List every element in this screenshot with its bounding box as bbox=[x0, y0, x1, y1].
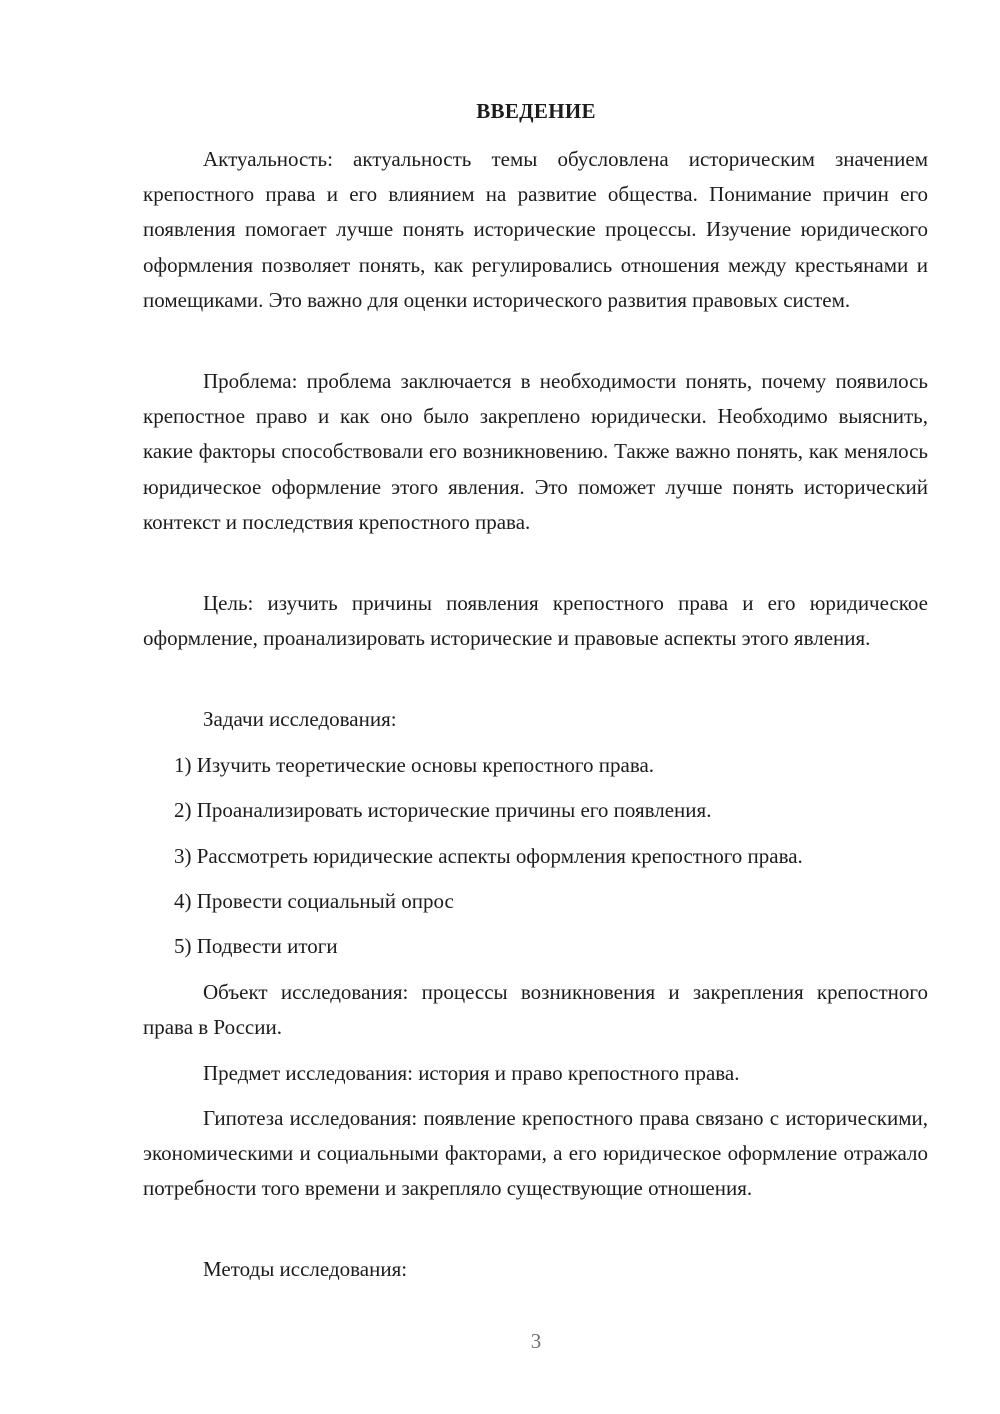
paragraph-methods: Методы исследования: bbox=[203, 1257, 408, 1281]
task-item: 4) Провести социальный опрос bbox=[174, 889, 454, 913]
tasks-heading: Задачи исследования: bbox=[203, 707, 397, 731]
task-item: 2) Проанализировать исторические причины его появления. bbox=[174, 798, 712, 822]
paragraph-goal: Цель: изучить причины появления крепостного права и его юридическое оформление, проанализировать исторические и правовые аспекты этого явления. bbox=[143, 591, 928, 651]
task-item: 1) Изучить теоретические основы крепостного права. bbox=[174, 753, 655, 777]
paragraph-hypothesis: Гипотеза исследования: появление крепостного права связано с историческими, экономическими и социальными факторами, а его юридическое оформление отражало потребности того времени и закрепляло существующие отношения. bbox=[143, 1106, 928, 1201]
page-number: 3 bbox=[530, 1329, 542, 1353]
task-item: 3) Рассмотреть юридические аспекты оформления крепостного права. bbox=[174, 844, 803, 868]
section-heading: ВВЕДЕНИЕ bbox=[476, 99, 596, 123]
paragraph-relevance: Актуальность: актуальность темы обусловлена историческим значением крепостного права и его влиянием на развитие общества. Понимание причин его появления помогает лучше понять исторические процессы. Изучение юридического оформления позволяет понять, как регулировались отношения между крестьянами и помещиками. Это важно для оценки исторического развития правовых систем. bbox=[143, 147, 928, 312]
paragraph-object: Объект исследования: процессы возникновения и закрепления крепостного права в России. bbox=[143, 980, 928, 1040]
paragraph-problem: Проблема: проблема заключается в необходимости понять, почему появилось крепостное право и как оно было закреплено юридически. Необходимо выяснить, какие факторы способствовали его возникновению. Также важно понять, как менялось юридическое оформление этого явления. Это поможет лучше понять исторический контекст и последствия крепостного права. bbox=[143, 369, 928, 534]
task-item: 5) Подвести итоги bbox=[174, 934, 338, 958]
paragraph-subject: Предмет исследования: история и право крепостного права. bbox=[203, 1061, 740, 1085]
